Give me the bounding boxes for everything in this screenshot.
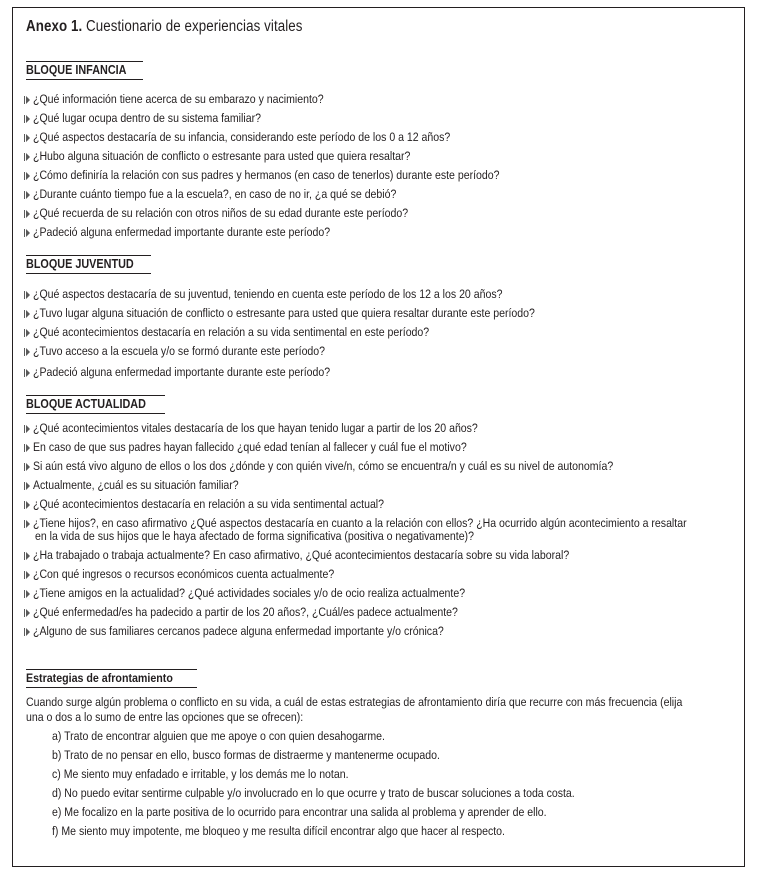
page-title — [26, 18, 303, 36]
list-item: Si aún está vivo alguno de ellos o los dos ¿dónde y con quién vive/n, cómo se encuentra/n y cuál es su nivel de autonomía? — [26, 459, 704, 473]
triangle-bullet-icon — [26, 210, 30, 218]
list-item: ¿Durante cuánto tiempo fue a la escuela?, en caso de no ir, ¿a qué se debió? — [26, 187, 453, 201]
list-item: ¿Qué recuerda de su relación con otros niños de su edad durante este período? — [26, 206, 467, 220]
coping-intro-line-1: Cuando surge algún problema o conflicto en su vida, a cuál de estas estrategias de afrontamiento diría que recurre con más frecuencia (elija — [26, 695, 683, 709]
triangle-bullet-icon — [26, 609, 30, 617]
list-item: ¿Tiene amigos en la actualidad? ¿Qué actividades sociales y/o de ocio realiza actualmente? — [26, 586, 533, 600]
coping-option-d: d) No puedo evitar sentirme culpable y/o involucrado en lo que ocurre y trato de buscar soluciones a toda costa. — [52, 786, 575, 800]
title-rest: Cuestionario de experiencias vitales — [82, 18, 303, 35]
triangle-bullet-icon — [26, 463, 30, 471]
list-item-continuation: en la vida de sus hijos que le haya afectado de forma significativa (positiva o negativamente)? — [35, 529, 474, 543]
triangle-bullet-icon — [26, 501, 30, 509]
list-item: En caso de que sus padres hayan fallecido ¿qué edad tenían al fallecer y cuál fue el motivo? — [26, 440, 534, 454]
coping-option-c: c) Me siento muy enfadado e irritable, y los demás me lo notan. — [52, 767, 349, 781]
triangle-bullet-icon — [26, 134, 30, 142]
triangle-bullet-icon — [26, 153, 30, 161]
list-item: ¿Padeció alguna enfermedad importante durante este período? — [26, 365, 377, 379]
section-heading-juventud: BLOQUE JUVENTUD — [26, 255, 151, 274]
triangle-bullet-icon — [26, 329, 30, 337]
triangle-bullet-icon — [26, 520, 30, 528]
coping-option-a: a) Trato de encontrar alguien que me apoye o con quien desahogarme. — [52, 729, 385, 743]
list-item: ¿Alguno de sus familiares cercanos padece alguna enfermedad importante y/o crónica? — [26, 624, 508, 638]
triangle-bullet-icon — [26, 291, 30, 299]
triangle-bullet-icon — [26, 482, 30, 490]
coping-option-e: e) Me focalizo en la parte positiva de lo ocurrido para encontrar una salida al problema y aprender de ello. — [52, 805, 547, 819]
list-item: ¿Qué aspectos destacaría de su infancia, considerando este período de los 0 a 12 años? — [26, 130, 515, 144]
triangle-bullet-icon — [26, 369, 30, 377]
triangle-bullet-icon — [26, 628, 30, 636]
coping-option-f: f) Me siento muy impotente, me bloqueo y me resulta difícil encontrar algo que hacer al respecto. — [52, 824, 505, 838]
list-item: ¿Con qué ingresos o recursos económicos cuenta actualmente? — [26, 567, 381, 581]
triangle-bullet-icon — [26, 425, 30, 433]
triangle-bullet-icon — [26, 229, 30, 237]
list-item: ¿Qué aspectos destacaría de su juventud, teniendo en cuenta este período de los 12 a los 20 años? — [26, 287, 576, 301]
list-item: ¿Cómo definiría la relación con sus padres y hermanos (en caso de tenerlos) durante este período? — [26, 168, 572, 182]
list-item: ¿Tiene hijos?, en caso afirmativo ¿Qué aspectos destacaría en cuanto a la relación con ellos? ¿Ha ocurrido algún acontecimiento a resaltar — [26, 516, 762, 530]
list-item: ¿Qué acontecimientos destacaría en relación a su vida sentimental actual? — [26, 497, 439, 511]
triangle-bullet-icon — [26, 571, 30, 579]
list-item: ¿Qué acontecimientos destacaría en relación a su vida sentimental en este período? — [26, 325, 491, 339]
triangle-bullet-icon — [26, 115, 30, 123]
triangle-bullet-icon — [26, 310, 30, 318]
triangle-bullet-icon — [26, 191, 30, 199]
list-item: Actualmente, ¿cuál es su situación familiar? — [26, 478, 271, 492]
coping-option-b: b) Trato de no pensar en ello, busco formas de distraerme y mantenerme ocupado. — [52, 748, 440, 762]
list-item: ¿Qué enfermedad/es ha padecido a partir de los 20 años?, ¿Cuál/es padece actualmente? — [26, 605, 524, 619]
triangle-bullet-icon — [26, 172, 30, 180]
triangle-bullet-icon — [26, 96, 30, 104]
list-item: ¿Ha trabajado o trabaja actualmente? En caso afirmativo, ¿Qué acontecimientos destacaría sobre su vida laboral? — [26, 548, 653, 562]
triangle-bullet-icon — [26, 348, 30, 356]
list-item: ¿Padeció alguna enfermedad importante durante este período? — [26, 225, 377, 239]
list-item: ¿Qué información tiene acerca de su embarazo y nacimiento? — [26, 92, 369, 106]
list-item: ¿Tuvo acceso a la escuela y/o se formó durante este período? — [26, 344, 371, 358]
section-heading-coping: Estrategias de afrontamiento — [26, 669, 197, 688]
triangle-bullet-icon — [26, 590, 30, 598]
list-item: ¿Qué acontecimientos vitales destacaría de los que hayan tenido lugar a partir de los 20 años? — [26, 421, 547, 435]
section-heading-actualidad: BLOQUE ACTUALIDAD — [26, 395, 165, 414]
section-heading-infancia: BLOQUE INFANCIA — [26, 61, 143, 80]
coping-intro-line-2: una o dos a lo sumo de entre las opciones que se ofrecen): — [26, 710, 304, 724]
triangle-bullet-icon — [26, 552, 30, 560]
list-item: ¿Hubo alguna situación de conflicto o estresante para usted que quiera resaltar? — [26, 149, 469, 163]
list-item: ¿Tuvo lugar alguna situación de conflicto o estresante para usted que quiera resaltar durante este período? — [26, 306, 613, 320]
title-lead: Anexo 1. — [26, 18, 83, 35]
triangle-bullet-icon — [26, 444, 30, 452]
list-item: ¿Qué lugar ocupa dentro de su sistema familiar? — [26, 111, 297, 125]
